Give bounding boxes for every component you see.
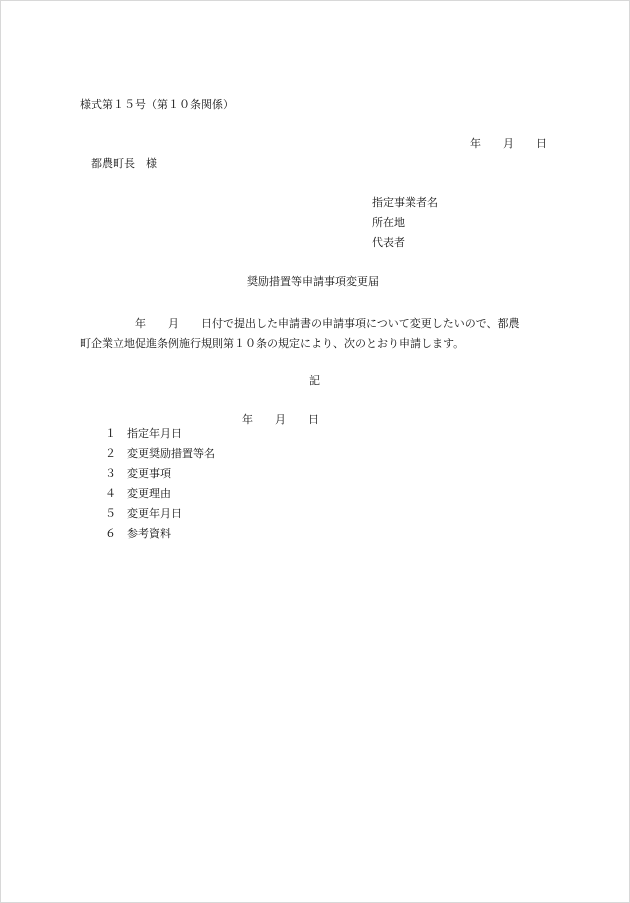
body-line-1: 年 月 日付で提出した申請書の申請事項について変更したいので、都農 — [80, 317, 520, 330]
designation-date-value: 年 月 日 — [242, 413, 319, 426]
ki-heading: 記 — [309, 374, 320, 387]
list-item — [91, 453, 215, 480]
applicant-representative-label: 代表者 — [372, 236, 405, 249]
applicant-name-label: 指定事業者名 — [372, 196, 438, 209]
item-label: 変更理由 — [127, 487, 171, 500]
list-item — [91, 433, 215, 460]
document-title: 奨励措置等申請事項変更届 — [247, 275, 379, 288]
list-item — [91, 493, 215, 520]
item-number: ４ — [105, 487, 116, 500]
item-number: ３ — [105, 467, 116, 480]
form-number: 様式第１５号（第１０条関係） — [80, 98, 234, 111]
list-item — [91, 413, 319, 440]
body-paragraph — [80, 314, 550, 354]
applicant-address-label: 所在地 — [372, 216, 405, 229]
body-line-2: 町企業立地促進条例施行規則第１０条の規定により、次のとおり申請します。 — [80, 337, 465, 350]
list-item — [91, 473, 215, 500]
item-label: 指定年月日 — [127, 427, 182, 440]
item-list — [91, 413, 319, 540]
item-number: １ — [105, 427, 116, 440]
list-item — [91, 513, 215, 540]
item-number: ６ — [105, 527, 116, 540]
item-number: ５ — [105, 507, 116, 520]
item-number: ２ — [105, 447, 116, 460]
item-label: 参考資料 — [127, 527, 171, 540]
submission-date: 年 月 日 — [470, 137, 547, 150]
item-label: 変更年月日 — [127, 507, 182, 520]
item-label: 変更事項 — [127, 467, 171, 480]
addressee: 都農町長 様 — [91, 157, 157, 170]
item-label: 変更奨励措置等名 — [127, 447, 215, 460]
